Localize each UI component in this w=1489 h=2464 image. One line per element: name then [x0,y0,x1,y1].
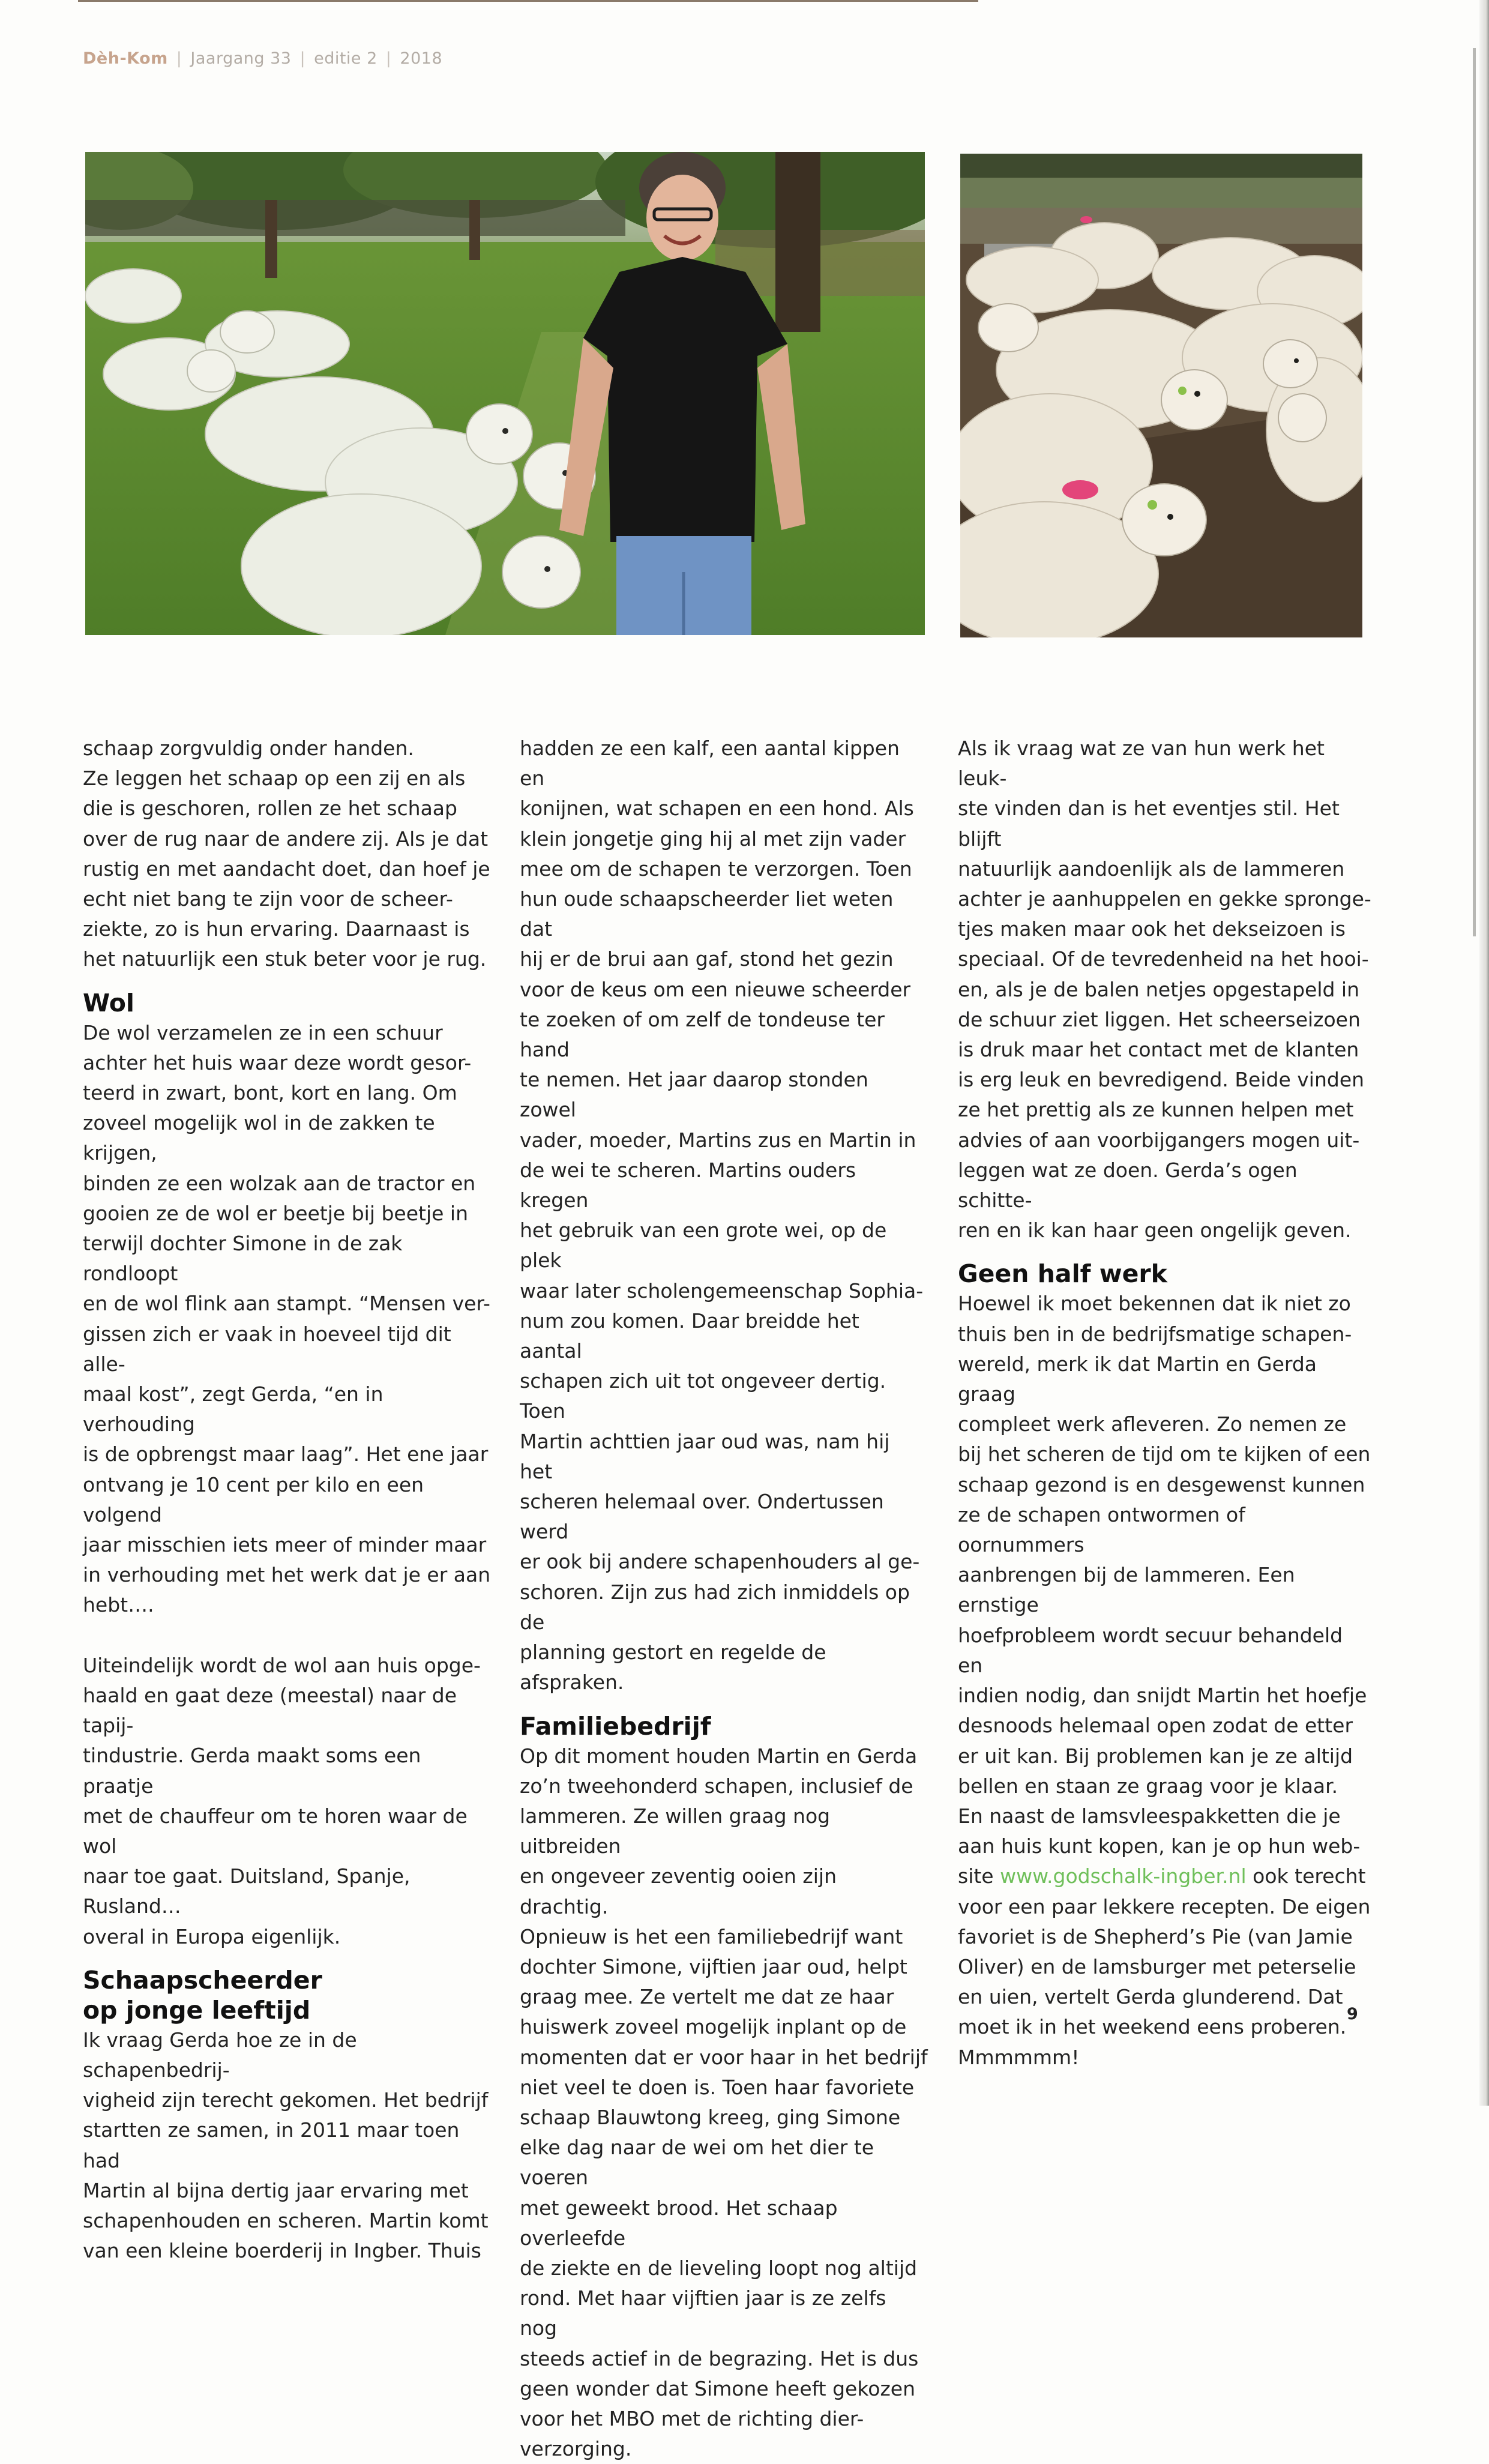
text-column-1 [83,733,491,2266]
volume-label: Jaargang 33 [190,49,291,68]
paragraph-shearing-technique: schaap zorgvuldig onder handen. Ze leggen het schaap op een zij en als die is geschoren, rollen ze het schaap over de rug naar de andere zij. Als je dat rustig en met aandacht doet, dan hoef je echt niet bang te zijn voor de scheer- ziekte, zo is hun ervaring. Daarnaast is het natuurlijk een stuk beter voor je rug. [83,733,491,975]
magazine-brand: Dèh-Kom [83,49,168,68]
website-link[interactable]: www.godschalk-ingber.nl [1000,1864,1247,1888]
woman-with-sheep-photo [85,152,925,635]
text-column-3 [958,733,1372,2073]
paragraph-wool-collection: De wol verzamelen ze in een schuur achter het huis waar deze wordt gesor- teerd in zwart, bont, kort en lang. Om zoveel mogelijk wol in de zakken te krijgen, binden ze een wolzak aan de tractor en gooien ze de wol er beetje bij beetje in terwijl dochter Simone in de zak rondloopt en de wol flink aan stampt. “Mensen ver- gissen zich er vaak in hoeveel tijd dit alle- maal kost”, zegt Gerda, “en in verhouding is de opbrengst maar laag”. Het ene jaar ontvang je 10 cent per kilo en een volgend jaar misschien iets meer of minder maar in verhouding met het werk dat je er aan hebt…. [83,1018,491,1621]
heading-wol: Wol [83,988,491,1018]
page-number: 9 [1347,2005,1358,2023]
running-header: Dèh-Kom | Jaargang 33 | editie 2 | 2018 [83,49,442,68]
heading-schaapscheerder: Schaapscheerder op jonge leeftijd [83,1965,491,2025]
sheep-in-pen-photo [960,154,1362,637]
top-edge-line [78,0,978,2]
text-column-2 [520,733,928,2464]
paragraph-family-history: hadden ze een kalf, een aantal kippen en konijnen, wat schapen en een hond. Als klein jongetje ging hij al met zijn vader mee om de schapen te verzorgen. Toen hun oude schaapscheerder liet weten dat hij er de brui aan gaf, stond het gezin voor de keus om een nieuwe scheerder te zoeken of om zelf de tondeuse ter hand te nemen. Het jaar daarop stonden zowel vader, moeder, Martins zus en Martin in de wei te scheren. Martins ouders kregen het gebruik van een grote wei, op de plek waar later scholengemeenschap Sophia- num zou komen. Daar breidde het aantal schapen zich uit tot ongeveer dertig. Toen Martin achttien jaar oud was, nam hij het scheren helemaal over. Ondertussen werd er ook bij andere schapenhouders al ge- schoren. Zijn zus had zich inmiddels op de planning gestort en regelde de afspraken. [520,733,928,1698]
heading-geen-half-werk: Geen half werk [958,1259,1372,1289]
page-edge-shadow [1479,0,1489,2106]
page-edge-mark [1473,48,1476,936]
paragraph-how-they-started: Ik vraag Gerda hoe ze in de schapenbedrij- vigheid zijn terecht gekomen. Het bedrijf startten ze samen, in 2011 maar toen had Martin al bijna dertig jaar ervaring met schapenhouden en scheren. Martin komt van een kleine boerderij in Ingber. Thuis [83,2025,491,2267]
heading-familiebedrijf: Familiebedrijf [520,1711,928,1741]
paragraph-complete-work: Hoewel ik moet bekennen dat ik niet zo thuis ben in de bedrijfsmatige schapen- wereld, merk ik dat Martin en Gerda graag compleet werk afleveren. Zo nemen ze bij het scheren de tijd om te kijken of een schaap gezond is en desgewenst kunnen ze de schapen ontwormen of oornummers aanbrengen bij de lammeren. Een ernstige hoefprobleem wordt secuur behandeld en indien nodig, dan snijdt Martin het hoefje desnoods helemaal open zodat de etter er uit kan. Bij problemen kan je ze altijd bellen en staan ze graag voor je klaar. En naast de lamsvleespakketten die je aan huis kunt kopen, kan je op hun web- site www.godschalk-ingber.nl ook terecht voor een paar lekkere recepten. De eigen favoriet is de Shepherd’s Pie (van Jamie Oliver) en de lamsburger met peterselie en uien, vertelt Gerda glunderend. Dat moet ik in het weekend eens proberen. Mmmmmm! [958,1289,1372,2072]
paragraph-favorite-work: Als ik vraag wat ze van hun werk het leuk- ste vinden dan is het eventjes stil. Het blijft natuurlijk aandoenlijk als de lammeren achter je aanhuppelen en gekke spronge- tjes maken maar ook het dekseizoen is speciaal. Of de tevredenheid na het hooi- en, als je de balen netjes opgestapeld in de schuur ziet liggen. Het scheerseizoen is druk maar het contact met de klanten is erg leuk en bevredigend. Beide vinden ze het prettig als ze kunnen helpen met advies of aan voorbijgangers mogen uit- leggen wat ze doen. Gerda’s ogen schitte- ren en ik kan haar geen ongelijk geven. [958,733,1372,1246]
paragraph-family-business: Op dit moment houden Martin en Gerda zo’n tweehonderd schapen, inclusief de lammeren. Ze willen graag nog uitbreiden en ongeveer zeventig ooien zijn drachtig. Opnieuw is het een familiebedrijf want dochter Simone, vijftien jaar oud, helpt graag mee. Ze vertelt me dat ze haar huiswerk zoveel mogelijk inplant op de momenten dat er voor haar in het bedrijf niet veel te doen is. Toen haar favoriete schaap Blauwtong kreeg, ging Simone elke dag naar de wei om het dier te voeren met geweekt brood. Het schaap overleefde de ziekte en de lieveling loopt nog altijd rond. Met haar vijftien jaar is ze zelfs nog steeds actief in de begrazing. Het is dus geen wonder dat Simone heeft gekozen voor het MBO met de richting dier- verzorging. [520,1741,928,2464]
edition-label: editie 2 [314,49,378,68]
paragraph-wool-destination: Uiteindelijk wordt de wol aan huis opge- haald en gaat deze (meestal) naar de tapij- tindustrie. Gerda maakt soms een praatje met de chauffeur om te horen waar de wol naar toe gaat. Duitsland, Spanje, Rusland… overal in Europa eigenlijk. [83,1651,491,1952]
year-label: 2018 [400,49,442,68]
